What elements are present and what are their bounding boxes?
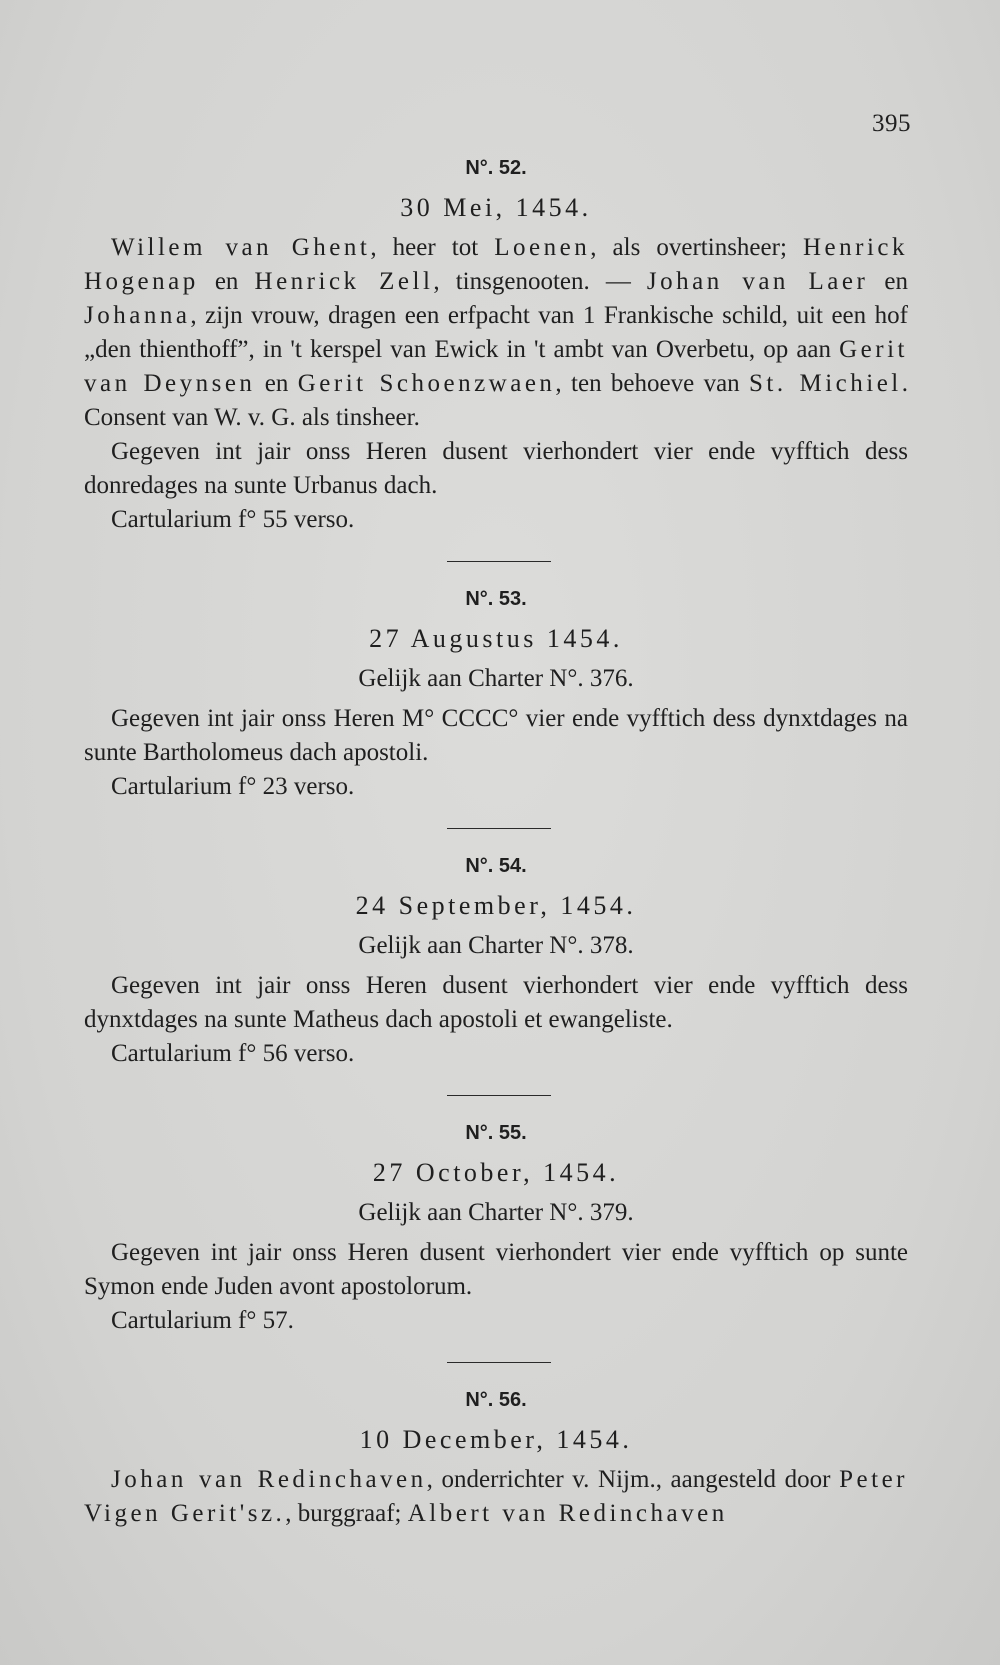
spaced-name: Johanna [84, 302, 191, 329]
charter-date: 27 October, 1454. [372, 1158, 620, 1187]
spaced-name: Henrick Zell [254, 268, 434, 295]
charter-reference: Gelijk aan Charter N°. 378. [358, 932, 634, 959]
spaced-name: Willem van Ghent [111, 234, 371, 261]
spaced-name: Johan van Laer [646, 268, 869, 295]
page-number: 395 [872, 110, 911, 137]
section-divider [447, 561, 551, 562]
text-run: , als overtinsheer; [590, 234, 803, 261]
text-run: , burggraaf; [285, 1500, 408, 1527]
charter-dating-clause: Gegeven int jair onss Heren M° CCCC° vier ende vyfftich dess dynxtdages na sunte Bartholomeus dach apostoli. [84, 705, 908, 766]
text-run: , onderrichter v. Nijm., aangesteld door [426, 1466, 840, 1493]
page-content [84, 155, 908, 1531]
text-run: , tinsgenooten. — [433, 268, 647, 295]
charter-dating-clause: Gegeven int jair onss Heren dusent vierhondert vier ende vyfftich dess dynxtdages na sunte Matheus dach apostoli et ewangeliste. [84, 972, 908, 1033]
spaced-name: St. Michiel [749, 370, 902, 397]
charter-53 [84, 586, 908, 804]
charter-date: 10 December, 1454. [359, 1425, 633, 1454]
charter-56 [84, 1387, 908, 1531]
charter-number: N°. 54. [465, 855, 527, 877]
spaced-name: Gerit van Deynsen [84, 336, 908, 397]
charter-number: N°. 55. [465, 1122, 527, 1144]
text-run: en [868, 268, 908, 295]
charter-reference: Gelijk aan Charter N°. 379. [358, 1199, 634, 1226]
section-divider [447, 1362, 551, 1363]
section-divider [447, 828, 551, 829]
charter-52 [84, 155, 908, 537]
charter-number: N°. 56. [465, 1389, 527, 1411]
charter-summary [84, 1463, 908, 1531]
spaced-name: Loenen [494, 234, 591, 261]
charter-dating-clause: Gegeven int jair onss Heren dusent vierhondert vier ende vyfftich dess donredages na sunte Urbanus dach. [84, 438, 908, 499]
spaced-name: Henrick Hogenap [84, 234, 908, 295]
text-run: en [255, 370, 298, 397]
charter-date: 30 Mei, 1454. [400, 193, 592, 222]
text-run: , heer tot [370, 234, 495, 261]
charter-source: Cartularium f° 23 verso. [111, 773, 355, 800]
charter-date: 27 Augustus 1454. [369, 624, 623, 653]
spaced-name: Johan van Redinchaven [111, 1466, 427, 1493]
charter-54 [84, 853, 908, 1071]
charter-55 [84, 1120, 908, 1338]
text-run: en [198, 268, 255, 295]
text-run: , ten behoeve van [555, 370, 750, 397]
charter-dating-clause: Gegeven int jair onss Heren dusent vierhondert vier ende vyfftich op sunte Symon ende Juden avont apostolorum. [84, 1239, 908, 1300]
text-run: , zijn vrouw, dragen een erfpacht van 1 Frankische schild, uit een hof „den thienthoff”, in 't kerspel van Ewick in 't ambt van Overbetu, op aan [84, 302, 908, 363]
spaced-name: Albert van Redinchaven [407, 1500, 728, 1527]
charter-number: N°. 52. [465, 157, 527, 179]
charter-source: Cartularium f° 57. [111, 1307, 294, 1334]
text-run: . Consent van W. v. G. als tinsheer. [84, 370, 908, 431]
charter-number: N°. 53. [465, 588, 527, 610]
charter-source: Cartularium f° 56 verso. [111, 1040, 355, 1067]
section-divider [447, 1095, 551, 1096]
charter-source: Cartularium f° 55 verso. [111, 506, 355, 533]
spaced-name: Peter Vigen Gerit'sz. [84, 1466, 908, 1527]
charter-reference: Gelijk aan Charter N°. 376. [358, 665, 634, 692]
charter-summary [84, 231, 908, 435]
spaced-name: Gerit Schoenzwaen [297, 370, 556, 397]
charter-date: 24 September, 1454. [355, 891, 637, 920]
